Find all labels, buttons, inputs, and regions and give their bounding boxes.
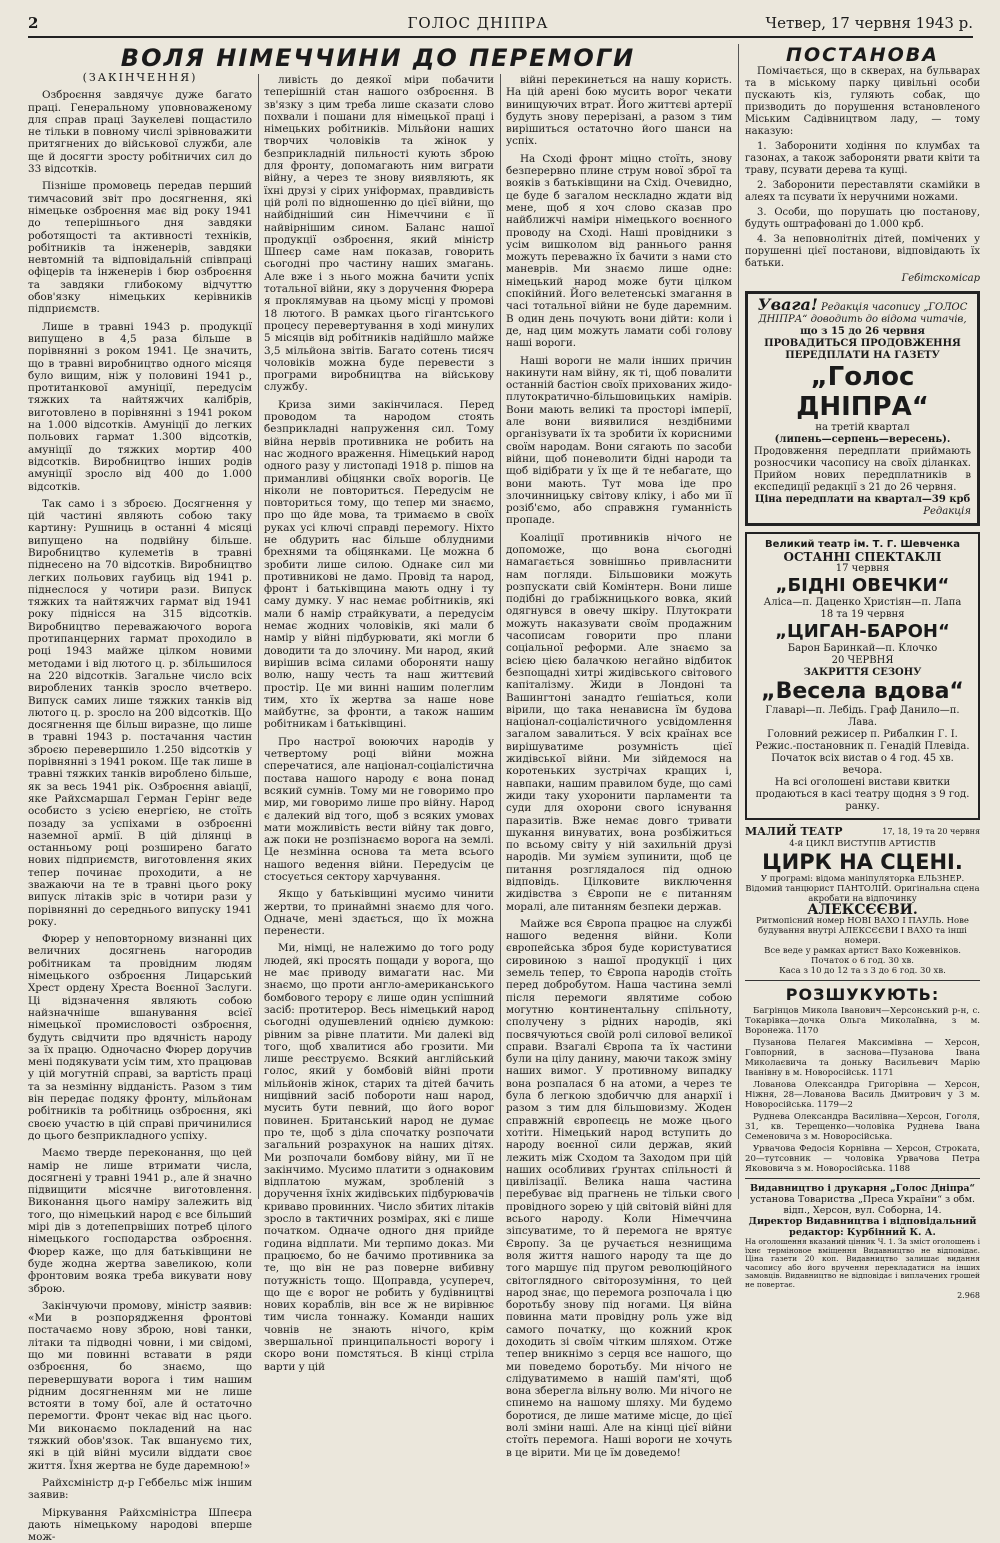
- play-title: „ЦИГАН-БАРОН“: [775, 621, 950, 642]
- subscription-notice: [745, 291, 980, 526]
- article-paragraph: Наші вороги не мали інших причин накинути нам війну, як ті, щоб повалити останній бастіон своїх прихованих жидо-плутократично-більшовицьких намірів. Вони мають великі та просторі імперії, але вони виявилися нездібними організувати їх та зробити їх корисними своїм народам. Вони сягають по засоби війни, щоб поневолити бідні народи та щоб відібрати у їх ще й те небагате, що вони мають. Тут мова іде про злочинницьку світову кліку, і або ми її розіб'ємо, або справжня гуманність пропаде.: [506, 354, 732, 527]
- wanted-item: Лованова Олександра Григорівна — Херсон, Ніжня, 28—Лованова Василь Дмитрович у 3 м. Новоросійська. 1179—2: [745, 1080, 980, 1110]
- cash-hours: Каса з 10 до 12 та з 3 до 6 год. 30 хв.: [779, 966, 946, 976]
- start-time: Початок о 6 год. 30 хв.: [811, 956, 914, 966]
- show-date: 20 ЧЕРВНЯ: [831, 655, 894, 666]
- issue-date: Четвер, 17 червня 1943 р.: [765, 14, 973, 32]
- decree-intro: Помічається, що в скверах, на бульварах та в міському парку цивільні особи пускають кіз, гуляють собак, що призводить до порушення встановленого Міським Садівництвом ладу, — тому наказую:: [745, 66, 980, 137]
- wanted-title: РОЗШУКУЮТЬ:: [785, 985, 940, 1004]
- article-paragraph: Якщо у батьківщині мусимо чинити жертви, то принаймні знаємо для чого. Одначе, мені здається, що їх можна перенести.: [264, 888, 494, 938]
- article-paragraph: Пізніше промовець передав перший тимчасовий звіт про досягнення, які німецьке озброєння має від року 1941 до теперішнього дня завдяки роботящості та активності техніків, робітників та інженерів, завдяки невтомній та відповідальній співпраці офіцерів та інженерів і бюр озброєння та завдяки глибокому відчуттю обов'язку німецьких керівників підприємств.: [28, 180, 252, 316]
- page-number: 2: [28, 14, 39, 32]
- article-paragraph: Ми, німці, не належимо до того роду людей, які просять пощади у ворога, що не має приводу вимагати нас. Ми знаємо, що проти англо-американського бомбового терору є лише один успішний засіб: протитерор. Весь німецький народ сьогодні одушевлений однією думкою: рівним за рівне платити. Ми далекі від того, щоб хвалитися або грозити. Ми лише реєструємо. Всякий англійський голос, який у бомбовій війні проти мільйонів жінок, старих та дітей бачить нищівний засіб побороти наш народ, мусить бути певний, що його ворог повинен. Британський народ не думає про те, щоб з діла спочатку розпочати загальний розрахунок на наших дітях. Ми розпочали бомбову війну, ми її не закінчимо. Мусимо платити з однаковим відплатою мужам, зробленій з доручення їхніх жидівських підбурювачів криваво провинних. Число збитих літаків зросло в тактичних розмірах, які є лише початком. Одначе одного дня прийде година відплати. Ми терпимо доказ. Ми працюємо, бо не бачимо противника за те, що він не раз поверне вибивну потужність тощо. Щоправда, усупереч, що ще є ворог не робить у будівництві нових кораблів, він все ж не вирівнює тим числа тоннажу. Команди наших човнів не знають нічого, крім звершальної принципальності ворогу і скоро вони помстяться. В кінці стріла варти у цій: [264, 942, 494, 1373]
- article-paragraph: Лише в травні 1943 р. продукції випущено в 4,5 раза більше в порівнянні з роком 1941. Це значить, що в травні виробництво одного місяця було вищим, ніж у половині 1941 р., протитанкової амуніції, передусім тяжких та найтяжчих калібрів, виготовлено в порівнянні з 1941 роком на 1.000 відсотків. Амуніції до легких польових гармат 1.300 відсотків, амуніції до тяжких мортир 400 відсотків. Виробництво інших родів амуніції зросло від 400 до 1.000 відсотків.: [28, 320, 252, 493]
- article-paragraph: Про настрої воюючих народів у четвертому році війни можна сперечатися, але націонал-соціалістична постава нашого народу є вона понад всякий сумнів. Тому ми не говоримо про мир, ми говоримо лише про війну. Народ є далекий від того, щоб з всяких умовах мати можливість вести війну так довго, аж поки не розпізнаємо ворога на землі. Це незмінна основа та мета всього нашого ведення війни. Передусім це стосується сектору харчування.: [264, 735, 494, 883]
- decree-item: 3. Особи, що порушать цю постанову, будуть оштрафовані до 1.000 крб.: [745, 207, 980, 230]
- decree-title: ПОСТАНОВА: [786, 44, 939, 66]
- theater-ad-maly: [745, 826, 980, 976]
- notice-price: Ціна передплати на квартал—39 крб: [754, 494, 971, 505]
- article-title: ВОЛЯ НІМЕЧЧИНИ ДО ПЕРЕМОГИ: [120, 44, 636, 72]
- newspaper-title: ГОЛОС ДНІПРА: [407, 14, 549, 32]
- play-cast: Аліса—п. Даценко Христіян—п. Лапа: [763, 597, 962, 608]
- right-column: [745, 44, 980, 1301]
- notice-paper: „Голос ДНІПРА“: [796, 362, 929, 422]
- article-paragraph: Закінчуючи промову, міністр заявив: «Ми в розпорядження фронтові постачаємо нову зброю, нові танки, літаки та підводні човни, і ми свідомі, що ми повинні вставати в ряди озброєння, бо знаємо, що перевершувати ворога і тим нашим рідним досягненням ми не лише встояти в тому бої, але й остаточно перемогти. Фронт чекає від нас цього. Ми виконаємо покладений на нас тяжкий обов'язок. Так вшануємо тих, які в цій війні мусили віддати своє життя. Їхня жертва не буде даремною!»: [28, 1299, 252, 1472]
- article-paragraph: Так само і з зброєю. Досягнення у цій частині являють собою таку картину: Рушниць в останні 4 місяці випущено на подвійну більше. Виробництво кулеметів в травні піднесено на 70 відсотків. Виробництво легких польових гаубиць від 1941 р. піднеслося у чотири рази. Випуск тяжких та найтяжчих гармат від 1941 року піднісся на 315 відсотків. Виробництво переважаючого ворога протипанцерних гармат проходило в році 1943 майже цілком новими методами і від лютого ц. р. збільшилося на 220 відсотків. Загальне число всіх вироблених танків зросло вчетверо. Випуск самих лише тяжких танків від лютого ц. р. зросло на 200 відсотків. Що досягнення ще більш виразне, що лише в травні 1943 р. постачання частин зброєю перевершило 1.250 відсотків у порівнянні з 1941 роком. Ще так лише в травні тяжких танків вироблено більше, як за весь 1941 рік. Озброєння авіації, яке Райхсмаршал Герман Герінг веде особисто з усією енергією, не стоїть позаду за успіхами в озброєнні наземної армії. В цій ділянці в останньому році розширено багато нових підприємств, виготовлення яких тепер починає проходити, а не зважаючи на те в травні цього року випуск літаків зріс в чотири рази у порівнянні до середнього випуску 1941 року.: [28, 497, 252, 928]
- divider: [745, 980, 980, 981]
- article-column-3: [506, 74, 732, 1459]
- decree-signature: Гебітскомісар: [901, 273, 980, 284]
- theater-ad-shevchenko: [745, 532, 980, 820]
- article-paragraph: Райхсміністр д-р Геббельс між іншим заявив:: [28, 1476, 252, 1502]
- article-paragraph: Міркування Райхсміністра Шпеєра дають німецькому народові вперше мож-: [28, 1506, 252, 1543]
- article-paragraph: Озброєння завдячує дуже багато праці. Генеральному уповноваженому для справ праці Заукелеві пощастило не тільки в повному числі зрівноважити притягнених до військової служби, але ще й досягти зросту робітничих сил до 33 відсотків.: [28, 89, 252, 176]
- article-column-2: [264, 74, 494, 1373]
- notice-sign: Редакція: [923, 506, 971, 517]
- article-paragraph: Маємо тверде переконання, що цей намір не лише втримати числа, досягнені у травні 1941 р., але й значно підвищити місячне виготовлення. Виконання цього наміру залежить від того, що німецький народ є все більший мірі дів з дотепепрвіших потреб цілого німецького господарства озброєння. Фюрер каже, що для батьківщини не буде жодна жертва завеликою, коли фронтовим вояка треба викувати нову зброю.: [28, 1147, 252, 1295]
- publisher-line: установа Товариства „Преса України“ з обм. відп., Херсон, вул. Соборна, 14.: [749, 1194, 976, 1216]
- column-divider: [500, 74, 501, 1199]
- article-paragraph: ливість до деякої міри побачити теперішній стан нашого озброєння. В зв'язку з цим треба лише сказати слово похвали і пошани для німецької праці і німецьких робітників. Мільйони наших творчих чоловіків та жінок у безприкладній пильності кують зброю для фронту, допомагають ним виграти війну, а через те знову виявляють, як їхні друзі у сірих уніформах, правдивість цій ролі по відношенню до цієї війни, що найбідніший син Німеччини є її найвірнішим сином. Баланс нашої продукції озброєння, який міністр Шпеєр саме нам показав, говорить сьогодні про частину наших змагань. Але вже і з нього можна бачити успіх тотальної війни, яку з доручення Фюрера я проклямував на цьому місці у промові 18 лютого. В рамках цього гігантського процесу перевертування в ході минулих 5 місяців від робітників надійшло майже 3,5 мільйона звітів. Багато сотень тисяч чоловіків можна буде перевести з програми виробництва на військову службу.: [264, 74, 494, 394]
- column-divider: [258, 74, 259, 1199]
- notice-text: Редакція часопису „ГОЛОС ДНІПРА“ доводить до відома читачів,: [758, 302, 968, 325]
- staging-credit: Режис.-постановник п. Генадій Плевіда.: [755, 741, 970, 752]
- decree-text: [745, 66, 980, 285]
- wanted-item: Урвачова Федосія Корнівна — Херсон, Строката, 20—тутсовник — чоловіка Урвачова Петра Якововича з м. Новоросійська. 1188: [745, 1144, 980, 1174]
- show-program: У програмі: відома маніпуляторка ЕЛЬЗНЕР. Відомий танцюрист ПАНТОЛІЙ. Оригінальна сцена акробати на відпочинку: [745, 874, 980, 904]
- notice-action: ПРОВАДИТЬСЯ ПРОДОВЖЕННЯ ПЕРЕДПЛАТИ НА ГАЗЕТУ: [764, 338, 961, 361]
- show-title: ЦИРК НА СЦЕНІ.: [762, 850, 963, 874]
- publisher-info: [745, 1183, 980, 1301]
- wanted-item: Руднева Олександра Василівна—Херсон, Гоголя, 31, кв. Терещенко—чоловіка Руднева Івана Семеновича з м. Новоросійська.: [745, 1112, 980, 1142]
- article-paragraph: Майже вся Європа працює на службі нашого ведення війни. Коли європейська зброя буде користуватися сировиною з нашої продукції і цих земель тепер, то Європа народів стоїть перед добробутом. Наша частина землі після перемоги являтиме собою могутню континентальну спільноту, сполучену з рідних народів, які посвячуються своїй ролі силової великої справи. Взагалі Європа та їх частини були на цілу данину, маючи також зміну наших вимог. У противному випадку вона розпалася б на атоми, а через те була б легкою здобиччю для анархії і разом з тим для більшовизму. Жоден справжній європеєць не може цього хотіти. Німецький народ вступить до народу воєнної сили держав, який лежить між Сходом та Заходом при цій наших особливих ґрунтах спільності й цивілізації. Велика наша частина перебуває від прагнень не тільки свого провідного зорею у цій світовій війні для всього народу. Коли Німеччина зіпсуватиме, то й перемога не врятує Європу. За це ручається незнищима воля життя нашого народу та ще до того маршує під пругом революційного світоглядного світорозуміння, то цей народ знає, що перемога розпочала і цю боротьбу знову під ногами. Ця війна повинна мати провідну роль уже від самого початку, що кожний крок доходить зі своїм чітким шляхом. Отже тепер вникнімо з серця все нашого, що ми поведемо боротьбу. Ми нічого не слідуватимемо в нашій пам'яті, щоб вона зберегла вільну волю. Ми нічого не спинемо на нашому шляху. Ми будемо боротися, де лише матиме місце, до цієї волі зміни наші. Але на кінці цієї війни стоїть перемога. Наші вороги не хочуть в це вірити. Ми це їм доведемо!: [506, 917, 732, 1459]
- show-leader: Все веде у рамках артист Вахо Кожевніков.: [764, 946, 961, 956]
- notice-dates: що з 15 до 26 червня: [800, 326, 925, 337]
- ticket-info: На всі оголошені вистави квитки продаються в касі театру щодня з 9 год. ранку.: [755, 777, 970, 812]
- notice-lead: Увага!: [757, 295, 818, 314]
- print-code: 2.968: [957, 1290, 980, 1300]
- theater-name: МАЛИЙ ТЕАТР: [745, 825, 843, 838]
- notice-months: (липень—серпень—вересень).: [774, 434, 951, 445]
- show-dates: 17, 18, 19 та 20 червня: [882, 827, 980, 836]
- page-header: [28, 12, 973, 38]
- publisher-line: Видавництво і друкарня „Голос Дніпра“: [750, 1183, 975, 1194]
- notice-details: Продовження передплати приймають розносчики часопису на своїх діланках. Прийом нових передплатників в експедиції редакції з 21 до 26 червня.: [754, 446, 971, 493]
- theater-heading: ОСТАННІ СПЕКТАКЛІ: [783, 550, 942, 564]
- article-paragraph: Криза зими закінчилася. Перед проводом та народом стоять безприкладні напруження сил. Тому війна нервів противника не робить на нас жодного враження. Німецький народ одного разу у листопаді 1918 р. пішов на приманливі обіцянки своїх ворогів. Це ніколи не повториться. Передусім не повториться тому, що тепер ми знаємо, про що йде мова, та тримаємо в своїх руках усі ключі справді перемогу. Ніхто не обдурить нас більше облудними брехнями та обіцянками. Це можна б зробити лише силою. Однаке сил ми противникові не дамо. Провід та народ, фронт і батьківщина мають одну і ту саму думку. У нас немає робітників, які мали б намір страйкувати, а передусім немає жодних чоловіків, які мали б намір у війні підбурювати, які могли б доводити та до злочину. Ми народ, який вирішив всіма силами обороняти нашу волю, нашу честь та наш життєвий простір. Це ми винні нашим полеглим тим, хто їх жертва за наше нове майбутнє, за фронти, а також нашим робітникам і батьківщині.: [264, 398, 494, 731]
- wanted-item: Пузанова Пелагея Максимівна — Херсон, Говпорний, в заснова—Пузанова Івана Миколаєвича та доньку Васильевич Марію Іванівну в м. Новоросійськ. 1171: [745, 1038, 980, 1078]
- show-date: 17 червня: [835, 563, 890, 574]
- divider: [745, 1178, 980, 1179]
- article-column-1: [28, 71, 252, 1543]
- article-subtitle: (ЗАКІНЧЕННЯ): [82, 71, 198, 84]
- play-title: „БІДНІ ОВЕЧКИ“: [775, 575, 950, 596]
- article-paragraph: Фюрер у неповторному визнанні цих величних досягнень нагородив робітникам та провідним людям німецького озброєння Лицарський Хрест ордену Хреста Воєнної Заслуги. Ці відзначення являють собою найзначніше вшанування всієї німецької промисловості озброєння, будуть свідчити про вдячність народу за їх працю. Одночасно Фюрер доручив мені подякувати усім тим, хто працював у цій могутній справі, за вартість праці та за незмінну відданість. Разом з тим він передає подяку фронту, мільйонам робітників та робітниць озброєння, які своєю участю в цій справі причинилися до цього безприкладного успіху.: [28, 933, 252, 1142]
- publisher-editor: Директор Видавництва і відповідальний редактор: Курбінний К. А.: [748, 1216, 977, 1238]
- article-paragraph: Коаліції противників нічого не допоможе, що вона сьогодні намагається зовнішньо привласнити нам погляди. Більшовики можуть розпускати свій Комінтерн. Вони лише подібні до грабіжницького вовка, який одягнувся в овечу шкіру. Плутократи можуть наказувати своїм продажним часописам говорити про плани соціальної реформи. Але знаємо за всією цією балачкою негайно відбиток безпощадні хитрі жидівського світового капіталізму. Жиди в Лондоні та Вашингтоні занадто ґешіаться, коли вірили, що така ненависна їм будова націонал-соціалістичного усвідомлення загалом завалиться. У всіх країнах все вирішуватиме розумність цієї жидівської війни. Ми зійдемося на коротеньких зустрічах кращих і, навпаки, нашим правилом буде, що самі жиди таку ухоронити парламенти та суди для охорони свого існування паразитів. Вже немає довго тривати шукання винуватих, вона розбіжиться по всьому світу у ній захильній друзі народів. Ми зумієм зупинити, щоб це питання розглядалося під одною відповідь. Цілковите виключення жидівства з Європи не є питанням моралі, але питанням безпеки держав.: [506, 531, 732, 913]
- theater-name: Великий театр ім. Т. Г. Шевченка: [765, 539, 960, 550]
- wanted-item: Багрінцов Микола Іванович—Херсонський р-н, с. Токарівка—дочка Ольга Миколаївна, з м. Воронежа. 1170: [745, 1006, 980, 1036]
- start-time: Початок всіх вистав о 4 год. 45 хв. вечора.: [771, 753, 954, 776]
- show-date: 18 та 19 червня: [820, 609, 905, 620]
- article-paragraph: війні перекинеться на нашу користь. На цій арені бою мусить ворог чекати винищуючих втрат. Його життєві артерії будуть знову перерізані, а разом з тим вирішиться остаточно його шанси на успіх.: [506, 74, 732, 148]
- decree-item: 4. За неповнолітніх дітей, помічених у порушенні цієї постанови, відповідають їх батьки.: [745, 234, 980, 269]
- director-credit: Головний режисер п. Рибалкин Г. І.: [767, 729, 958, 740]
- season-closing: ЗАКРИТТЯ СЕЗОНУ: [803, 667, 922, 678]
- publisher-fineprint: На оголошення вказаний цінник Ч. 1. За зміст оголошень і їхнє терміновое вміщення Видавництво не відповідає. Ціна газети 20 коп. Видавництво залишає видання часопису або його вручення перекладатися на інших замовців. Видавництво не відповідає і виплачених грошей не повертає.: [745, 1237, 980, 1289]
- show-cycle: 4-й ЦИКЛ ВИСТУПІВ АРТИСТІВ: [789, 839, 936, 849]
- decree-item: 1. Заборонити ходіння по клумбах та газонах, а також забороняти рвати квіти та траву, псувати дерева та кущі.: [745, 141, 980, 176]
- show-star: АЛЕКСЄЄВИ.: [807, 902, 918, 918]
- column-divider: [738, 44, 739, 1199]
- notice-quarter: на третій квартал: [815, 422, 910, 433]
- article-paragraph: На Сході фронт міцно стоїть, знову безперервно плине струм нової зброї та вояків з батьківщини на Схід. Очевидно, це буде б загалом нескладно ждати від мене, щоб я хоч слово сказав про найближчі наміри німецького воєнного проводу на Сході. Наші провідники з усім вишколом від раннього рання можуть переважно їх бачити з нами сто маневрів. Ми знаємо лише одне: німецький народ може бути цілком спокійний. Його велетенські змагання в часі тотальної війни не буде даремним. В один день почують вони дійти: коли і де, над цим можуть ламати собі голову наші вороги.: [506, 152, 732, 350]
- play-cast: Главарі—п. Лебідь. Граф Данило—п. Лава.: [765, 705, 960, 728]
- show-extra: Ритмопісний номер НОВІ ВАХО І ПАУЛЬ. Нове будування внутрі АЛЕКСЄЄВИ І ВАХО та інші номери.: [756, 916, 969, 946]
- wanted-section: [745, 985, 980, 1174]
- play-title: „Весела вдова“: [761, 679, 964, 704]
- play-cast: Барон Баринкай—п. Клочко: [787, 643, 938, 654]
- decree-item: 2. Заборонити переставляти скамійки в алеях та псувати їх неручними ножами.: [745, 180, 980, 203]
